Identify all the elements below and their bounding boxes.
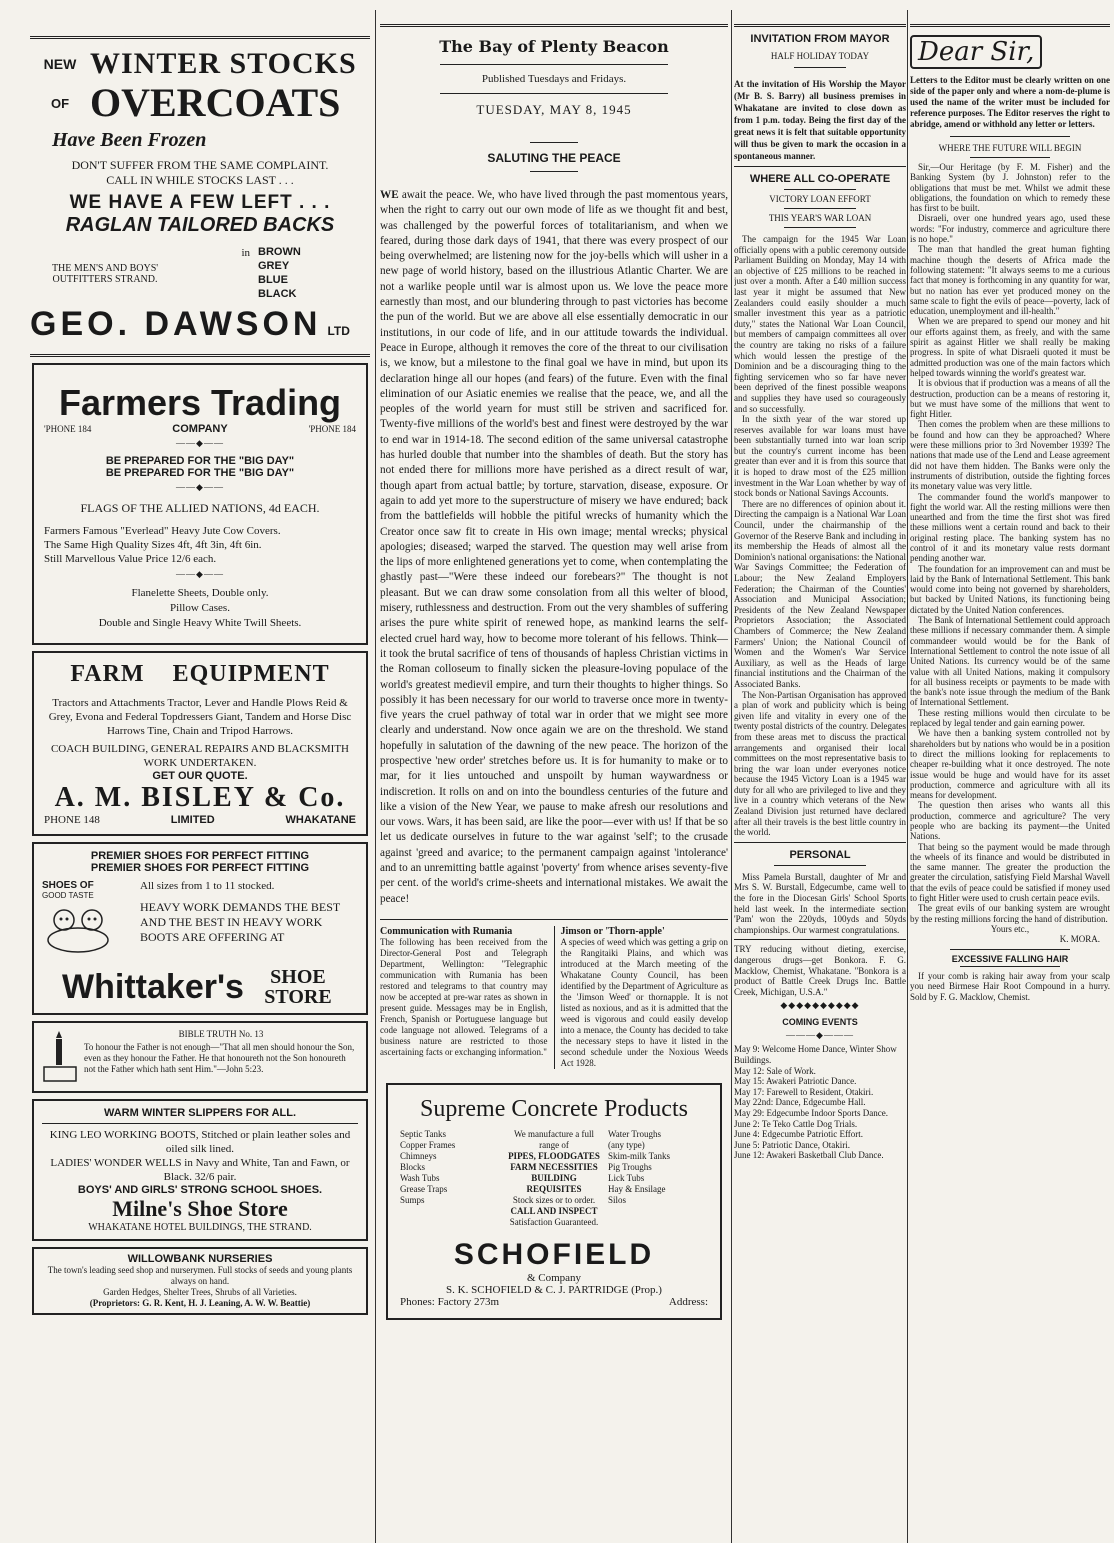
- farmers-sheets: Pillow Cases.: [170, 602, 230, 614]
- bisley-coach: COACH BUILDING, GENERAL REPAIRS AND BLACKSMITH WORK UNDERTAKEN.: [50, 743, 350, 769]
- concrete-item: Septic Tanks: [400, 1128, 446, 1139]
- farmers-sheets: Double and Single Heavy White Twill Sheets.: [98, 617, 302, 629]
- concrete-item: Sumps: [400, 1194, 425, 1205]
- event-item: May 12: Sale of Work.: [734, 1065, 816, 1076]
- dawson-in: in: [241, 247, 250, 259]
- farmers-sheets: Flanelette Sheets, Double only.: [131, 587, 269, 599]
- events-head: COMING EVENTS: [782, 1017, 858, 1028]
- schofield-company: & Company: [526, 1271, 582, 1284]
- column-news: [734, 10, 906, 1543]
- bisley-quote: GET OUR QUOTE.: [152, 770, 248, 782]
- column-rule: [907, 10, 908, 1543]
- rumania-body: The following has been received from the Director-General Post and Telegraph Department, Wellington: "Telegraphic communication with Rumania has been restored and telegrams to that country may now be accepted at pre-war rates as shown in present guide. Messages may be in English, French, Spanish or Portuguese language but code language not allowed. Telegrams of a business nature are restricted to those ascertaining facts or exchanging information.": [380, 936, 548, 1057]
- hair-head: EXCESSIVE FALLING HAIR: [951, 953, 1069, 964]
- concrete-item: Copper Frames: [400, 1139, 456, 1150]
- loan-head: WHERE ALL CO-OPERATE: [749, 173, 891, 185]
- whittaker-heavy: HEAVY WORK DEMANDS THE BEST AND THE BEST IN HEAVY WORK BOOTS ARE OFFERING AT: [140, 900, 341, 944]
- good-taste: GOOD TASTE: [42, 891, 94, 900]
- dawson-line5: CALL IN WHILE STOCKS LAST . . .: [106, 173, 294, 187]
- ornament: ——◆——: [176, 438, 224, 448]
- dawson-name: GEO. DAWSON: [30, 305, 322, 343]
- milne-line: LADIES' WONDER WELLS in Navy and White, Tan and Fawn, or Black. 32/6 pair.: [50, 1157, 350, 1183]
- ornament: ◆◆◆◆◆◆◆◆◆◆: [780, 1000, 860, 1011]
- milne-address: WHAKATANE HOTEL BUILDINGS, THE STRAND.: [88, 1222, 312, 1233]
- letter-paragraph: The man that handled the great human fighting machine though the deserts of Africa made the following statement: "It always seems to me a curious fact that money is forthcoming in any quantity for war, but no nation has ever yet produced money on the same scale to fight the evils of peace—poverty, lack of education, unemployment and ill-health.": [910, 244, 1110, 317]
- whittaker-name: Whittaker's: [62, 967, 244, 1006]
- event-item: May 15: Awakeri Patriotic Dance.: [734, 1076, 857, 1087]
- farmers-name: Farmers Trading: [58, 382, 342, 423]
- farmers-big-day: BE PREPARED FOR THE "BIG DAY": [105, 467, 295, 479]
- mayor-head: INVITATION FROM MAYOR: [750, 33, 890, 45]
- schofield-address: Address:: [668, 1295, 708, 1308]
- column-editorial: [380, 10, 728, 1543]
- letter-body: [910, 162, 1110, 945]
- ornament: ——◆——: [176, 482, 224, 492]
- whittaker-store: SHOE STORE: [264, 966, 332, 1008]
- milne-line: BOYS' AND GIRLS' STRONG SCHOOL SHOES.: [77, 1184, 323, 1196]
- schofield-phones: Phones: Factory 273m: [400, 1295, 499, 1308]
- ornament: ———◆———: [786, 1030, 854, 1041]
- editorial-body: [380, 188, 728, 907]
- concrete-item: Pig Troughs: [608, 1161, 652, 1172]
- editorial-heading: SALUTING THE PEACE: [487, 151, 621, 165]
- briefs-row: [380, 926, 728, 1069]
- concrete-ad: [386, 1083, 722, 1320]
- bisley-phone: PHONE 148: [44, 814, 100, 826]
- concrete-item: Wash Tubs: [400, 1172, 440, 1183]
- letter-paragraph: The Bank of International Settlement could approach these millions if necessary commander them. A simple commandeer would would be for the Bank of International Settlement to control the note issue of all United Nations. Its currency would be of the same value with all United Nations, making it compulsory for all business receipts or payments to be made with the bank's note issue through the medium of the Bank of International Settlement.: [910, 615, 1110, 708]
- bisley-name: A. M. BISLEY & Co.: [54, 782, 346, 813]
- loan-paragraph: In the sixth year of the war stored up reserves available for war loans must have been substantially turned into war loan scrip but the country's current income has been greater than ever and it is from this source that it is hoped to draw most of the £25 million investment in the War Loan whether by way of stock bonds or National Savings Accounts.: [734, 414, 906, 499]
- bisley-head: FARM EQUIPMENT: [70, 661, 330, 687]
- concrete-item: (any type): [608, 1139, 645, 1150]
- dawson-raglan: RAGLAN TAILORED BACKS: [65, 214, 335, 236]
- willowbank-ad: [32, 1247, 368, 1315]
- concrete-item: Silos: [608, 1194, 627, 1205]
- editorial-lead: WE: [380, 189, 399, 201]
- schofield-props: S. K. SCHOFIELD & C. J. PARTRIDGE (Prop.): [446, 1283, 662, 1296]
- dear-sir-logo: Dear Sir,: [910, 35, 1042, 69]
- personal-head: PERSONAL: [789, 848, 851, 861]
- concrete-item: Grease Traps: [400, 1183, 448, 1194]
- farmers-covers: The Same High Quality Sizes 4ft, 4ft 3in, 4ft 6in.: [44, 539, 262, 551]
- event-item: May 22nd: Dance, Edgecumbe Hall.: [734, 1097, 866, 1108]
- dawson-overcoats: OVERCOATS: [90, 80, 341, 125]
- events-list: [734, 1044, 906, 1161]
- willowbank-line: (Proprietors: G. R. Kent, H. J. Leaning, A. W. W. Beattie): [89, 1298, 311, 1308]
- concrete-title: Supreme Concrete Products: [420, 1095, 688, 1122]
- schofield-name: SCHOFIELD: [453, 1237, 655, 1271]
- concrete-item: Lick Tubs: [608, 1172, 645, 1183]
- concrete-item: We manufacture a full range of: [514, 1128, 594, 1150]
- event-item: May 9: Welcome Home Dance, Winter Show Buildings.: [734, 1044, 897, 1065]
- masthead-date: TUESDAY, MAY 8, 1945: [476, 102, 632, 117]
- concrete-item: Hay & Ensilage: [608, 1183, 666, 1194]
- loan-paragraph: The Non-Partisan Organisation has approved a plan of work and publicity which is being given life and vitality in every one of the twenty postal districts of the country. Delegates from these areas met to discuss the practical arrangements and organised their local committees on the most representative basis to bring the war loan under everyones notice because the 1945 Victory Loan is a 1945 war duty for all who are privileged to live and they live in a country which veterans of the New Zealand Division just returned have declared after all their travels is the best little country in the world.: [734, 689, 906, 838]
- concrete-item: Stock sizes or to order.: [512, 1194, 596, 1205]
- letter-paragraph: Disraeli, over one hundred years ago, used these words: "For industry, commerce and agriculture there is no hope.": [910, 213, 1110, 245]
- letter-signature: K. MORA.: [1059, 934, 1100, 945]
- shoe-cat-illustration: [42, 900, 122, 958]
- farmers-company: COMPANY: [172, 423, 228, 435]
- mayor-body: At the invitation of His Worship the Mayor (Mr B. S. Barry) all business premises in Whakatane are invited to close down as from 1 p.m. today. Being the first day of the great news it is felt that suitable opportunity will thus be given to mark the occasion in a spontaneous manner.: [734, 79, 906, 161]
- willowbank-head: WILLOWBANK NURSERIES: [127, 1253, 273, 1265]
- farmers-phone: 'PHONE 184: [44, 424, 92, 434]
- mayor-sub: HALF HOLIDAY TODAY: [770, 51, 870, 61]
- letter-paragraph: It is obvious that if production was a means of all the destruction, production can be a means of restoring it, but we must have some of the millions that went to fight Hitler.: [910, 378, 1110, 420]
- letter-paragraph: Then comes the problem when are these millions to be found and how can they be approached? Where were these millions prior to 3rd November 1939? The nations that made use of the Lend and Lease agreement did not have them hidden. The Banks were only the instruments of distribution, outside the fighting forces its monetary value was very little.: [910, 419, 1110, 492]
- willowbank-line: Garden Hedges, Shelter Trees, Shrubs of all Varieties.: [103, 1287, 297, 1297]
- concrete-item: Blocks: [400, 1161, 426, 1172]
- concrete-item: Satisfaction Guaranteed.: [509, 1216, 599, 1227]
- letter-paragraph: When we are prepared to spend our money and hit our efforts against them, as freely, and with the same spirit as against Hitler we shall really be making progress. In spite of what Disraeli quoted it must be admitted production was one of the main factors which helped towards winning the world's greatest war.: [910, 316, 1110, 378]
- letter-paragraph: The foundation for an improvement can and must be laid by the Bank of International Settlement. This bank would come into being not governed by shareholders, but backed by United Nations, its functioning being dictated by the United Nation conferences.: [910, 563, 1110, 615]
- bisley-ad: [32, 651, 368, 836]
- dawson-new: NEW: [43, 56, 77, 72]
- letter-paragraph: Sir,—Our Heritage (by F. M. Fisher) and the Banking System (by J. Johnston) refer to the obligations that must be met. Whilst we admit these obligations, the foundation on which to remedy these has first to be built.: [910, 162, 1110, 214]
- event-item: June 2: Te Teko Cattle Dog Trials.: [734, 1118, 858, 1129]
- masthead-title: The Bay of Plenty Beacon: [439, 37, 669, 56]
- event-item: June 5: Patriotic Dance, Otakiri.: [734, 1139, 850, 1150]
- column-rule: [731, 10, 732, 1543]
- loan-paragraph: There are no differences of opinion about it. Directing the campaign is a National War Loan Council, under the chairmanship of the Governor of the Reserve Bank and including in its membership the Heads of almost all the Dominion's national organisations: the National War Savings Committee; the Federation of Labour; the New Zealand Employers Federation; the Chairman of the Counties' Association and Municipal Association; Presidents of the New Zealand Newspaper Proprietors Association; the Associated Chambers of Commerce; the New Zealand Farmers' Union; the National Council of Women and the Women's War Service Auxiliary, as well as the Heads of large financial institutions and the Chairman of the Associated Banks.: [734, 498, 906, 689]
- bonkora-ad: TRY reducing without dieting, exercise, dangerous drugs—get Bonkora. F. G. Macklow, Chemist, Whakatane. "Bonkora is a product of Battle Creek Drugs Inc. Battle Creek, Michigan, U.S.A.": [734, 944, 906, 997]
- farmers-covers: Farmers Famous "Everlead" Heavy Jute Cow Covers.: [44, 525, 281, 537]
- loan-sub: THIS YEAR'S WAR LOAN: [768, 213, 872, 223]
- dawson-line6: WE HAVE A FEW LEFT . . .: [69, 192, 331, 213]
- color-item: BROWN: [258, 246, 301, 258]
- concrete-item: Chimneys: [400, 1150, 437, 1161]
- letter-paragraph: These resting millions would then circulate to be replaced by legal tender and gain earning power.: [910, 707, 1110, 729]
- event-item: June 4: Edgecumbe Patriotic Effort.: [734, 1129, 864, 1140]
- personal-body: Miss Pamela Burstall, daughter of Mr and Mrs S. W. Burstall, Edgecumbe, came well to the fore in the Diocesan Girls' School Sports held last week. In the intermediate section 'Pam' won the 220yds, 100yds and 50yds championships. Our warmest congratulations.: [734, 871, 906, 935]
- editorial-text: await the peace. We, who have lived through the past momentous years, when the right to carry out our own mode of life as we thought fit and best, was challenged by the powerful forces of totalitarianism, and when we feared, during those dark days of 1941, that there was every prospect of our being overwhelmed; are listening now for the joy-bells which will usher in a new page of world history, based on the illustrious Atlantic Charter. We are not a warlike people until war is almost upon us. We love the peace more earnestly than most, and our blundering through to past victories has become the pun of the world. But we are above all else essentially democratic in our institutions, in our code of life, and in our attitude towards the individual. Peace in Europe, although it removes the core of the threat to our civilisation is, we know, but a milestone to the final goal we have in mind, but upon its declaration hinge all our hopes (and fears) of the future. Even with the final elimination of our Asiatic enemies we realise that the peace, we, and all the peoples of the world yearn for must still be striven and sacrificed for. Twenty-five millions of the world's best and finest were destroyed by the war to end war in 1914-18. The second edition of the same universal catastrophe has hurled double that number into the shambles of death. But the story has not ended there for millions more have perished as a direct result of war, though apart from actual battle; by torture, starvation, disease, exposure. Or again to add yet more to the superstructure of misery we have endured; back from the battlefields will hobble the pitiful wrecks of humanity which the Creator once saw fit to create in His own image; mental wrecks; physical apologies; diseased; warped the starved. The question may well arise from the lips of more enlightened generations yet to come, when contemplating the ghastly past—"Were these indeed our forebears?" The thought is not pleasant. But we can draw some consolation from all this welter of blood, misery, ruthlessness and destruction. From out the very shambles of suffering arises the pure white spirit of renewed hope, as mankind learns the self-elected cruel hard way, how to become more tolerant of his fellows. Think—it took the brutal sacrifice of tens of thousands of hapless Christian victims in the Roman colloseum to finally sicken the pleasure-loving populace of the world's greatest medievil empire, and turn their thoughts to higher things. So possibly it has been necessary for our world to traverse once more in twenty-five years the cruel pathway of total war in order that we might see more clearly and understand. Now once again we are on the threshold. We stand hopefully in salutation of the dawning of the new peace. The horizon of the prospective 'new order' stretches before us. It is for humanity to make or to mar, for it lies untouched and unspoilt by human waywardness or indiscretion. It rolls on and on into the boundless centuries of the future and like a vision of the New Year, we pause to make afresh our resolutions and our vows. Wars, it has been said, are like the poor—ever with us! If that be so let us dedicate ourselves in future to the war against 'self'; to the crusade against 'greed and avarice; to the permanent campaign against 'intolerance' and to an unremitting battle against 'poverty' from whence arises seventy-five per cent. of the world's crime-sheets and international mistakes. We await the peace!: [380, 189, 728, 905]
- milne-head: WARM WINTER SLIPPERS FOR ALL.: [103, 1107, 297, 1119]
- letters-notice: Letters to the Editor must be clearly written on one side of the paper only and where a nom-de-plume is used the name of the writer must be included for reference purposes. The Editor reserves the right to abridge, amend or withhold any letter or letters.: [910, 75, 1110, 129]
- milne-ad: [32, 1099, 368, 1241]
- dawson-headline: WINTER STOCKS: [90, 47, 357, 80]
- bible-text: To honour the Father is not enough—"That all men should honour the Son, even as they honour the Father. He that honoureth not the Son honoureth not the Father which hath sent Him."—John 5:23.: [84, 1042, 355, 1074]
- loan-paragraph: The campaign for the 1945 War Loan officially opens with a public ceremony outside Parliament Building on Monday, May 14 with an objective of £25 millions to be reached in just over a month. After a £40 million success last year it might be assumed that New Zealanders could easily shoulder a much smaller investment this year as a patriotic duty," states the National War Loan Council, but members of campaign committees all over the country are taking no risks of a failure which would lessen the prestige of the Dominion and be a discouraging thing to the fighting servicemen who so far have never been deprived of the finest possible weapons and supplies they have used so courageously and so successfully.: [734, 234, 906, 414]
- bible-truth: [32, 1021, 368, 1093]
- bisley-limited: LIMITED: [170, 814, 215, 826]
- jimson-head: Jimson or 'Thorn-apple': [560, 925, 665, 937]
- letter-closing: Yours etc.,: [990, 923, 1030, 934]
- whittaker-sizes: All sizes from 1 to 11 stocked.: [140, 880, 275, 892]
- milne-name: Milne's Shoe Store: [112, 1196, 288, 1221]
- rumania-head: Communication with Rumania: [380, 925, 513, 937]
- color-item: BLACK: [258, 288, 297, 300]
- milne-line: KING LEO WORKING BOOTS, Stitched or plain leather soles and oiled silk lined.: [49, 1129, 351, 1155]
- letter-paragraph: The question then arises who wants all this production, commerce and agriculture? The very people who are backing its payment—the United Nations.: [910, 800, 1110, 842]
- masthead-published: Published Tuesdays and Fridays.: [481, 73, 627, 85]
- dawson-frozen: Have Been Frozen: [52, 129, 207, 151]
- concrete-item: FARM NECESSITIES: [510, 1161, 598, 1172]
- dawson-of: OF: [50, 95, 70, 111]
- farmers-flags: FLAGS OF THE ALLIED NATIONS, 4d EACH.: [80, 501, 320, 515]
- candle-bible-icon: [42, 1029, 78, 1085]
- whittaker-heading: PREMIER SHOES FOR PERFECT FITTING: [90, 862, 310, 874]
- letter-paragraph: That being so the payment would be made through the wheels of its finance and would be distributed in the same manner. The greater the production the greater the circulation, satisfying Field Marshal Wavell that the evils of peace could be satisfied if money used to fight Hitler were used to crush certain peace evils.: [910, 841, 1110, 904]
- event-item: May 29: Edgecumbe Indoor Sports Dance.: [734, 1107, 888, 1118]
- farmers-covers: Still Marvellous Value Price 12/6 each.: [44, 553, 217, 565]
- column-ads-left: [30, 10, 370, 1543]
- rumania-brief: [380, 926, 548, 1069]
- hair-body: If your comb is raking hair away from your scalp you need Birmese Hair Root Compound in a hurry. Sold by F. G. Macklow, Chemist.: [910, 970, 1110, 1002]
- jimson-body: A species of weed which was getting a grip on the Rangitaiki Plains, and which was introduced at the March meeting of the Whakatane County Council, has been identified by the Department of Agriculture as the 'Jimson Weed' or thornapple. It is not listed as noxious, and as it is admitted that the weed is vigorous and could easily develop into a menace, the County has decided to take the necessary steps to have it listed in the second schedule under the Noxious Weeds Act 1928.: [560, 936, 728, 1068]
- willowbank-line: The town's leading seed shop and nurserymen. Full stocks of seeds and young plants always on hand.: [47, 1265, 353, 1286]
- shoes-of: SHOES OF: [42, 880, 94, 891]
- concrete-item: Skim-milk Tanks: [608, 1150, 670, 1161]
- farmers-ad: [32, 363, 368, 645]
- bisley-body: Tractors and Attachments Tractor, Lever and Handle Plows Reid & Grey, Evona and Federal Topdressers Giant, Tandem and Horse Disc Harrows Tine, Chain and Tripod Harrows.: [48, 697, 352, 737]
- concrete-item: BUILDING REQUISITES: [526, 1172, 582, 1194]
- concrete-item: PIPES, FLOODGATES: [508, 1150, 600, 1161]
- event-item: May 17: Farewell to Resident, Otakiri.: [734, 1086, 874, 1097]
- jimson-brief: [554, 926, 729, 1069]
- column-letters: [910, 10, 1110, 1543]
- column-rule: [375, 10, 376, 1543]
- bible-title: BIBLE TRUTH No. 13: [178, 1029, 264, 1039]
- dawson-ltd: LTD: [327, 324, 350, 338]
- event-item: June 12: Awakeri Basketball Club Dance.: [734, 1150, 884, 1161]
- color-item: BLUE: [258, 274, 288, 286]
- loan-sub: VICTORY LOAN EFFORT: [769, 194, 871, 204]
- letter-paragraph: We have then a banking system controlled not by shareholders but by nations who would be in a position to direct the millions looking for replacements to cheaper re-building what it once destroyed. The note issue would be huge and would have for its asset production, commerce and agriculture with all its means for development.: [910, 728, 1110, 801]
- concrete-item: Water Troughs: [608, 1128, 662, 1139]
- letter-paragraph: The commander found the world's manpower to fight the world war. All the resting millions were then unearthed and from the time the first shot was fired these millions went a certain round and back to their original resting place. The banking system has no control of it and its monetary value rests dormant pending another war.: [910, 491, 1110, 564]
- dawson-ad: [30, 43, 370, 350]
- ornament: ——◆——: [176, 569, 224, 579]
- dawson-outfitters: THE MEN'S AND BOYS' OUTFITTERS STRAND.: [51, 263, 159, 285]
- letter-paragraph: The great evils of our banking system are wrought by the resting millions forcing the hand of distribution.: [910, 903, 1110, 924]
- farmers-phone: 'PHONE 184: [308, 424, 356, 434]
- whittaker-ad: [32, 842, 368, 1015]
- whittaker-heading: PREMIER SHOES FOR PERFECT FITTING: [90, 850, 310, 862]
- bisley-town: WHAKATANE: [285, 814, 356, 826]
- letters-head: WHERE THE FUTURE WILL BEGIN: [938, 143, 1082, 153]
- dawson-line4: DON'T SUFFER FROM THE SAME COMPLAINT.: [71, 158, 329, 172]
- concrete-item: CALL AND INSPECT: [510, 1205, 598, 1216]
- color-item: GREY: [258, 260, 290, 272]
- farmers-big-day: BE PREPARED FOR THE "BIG DAY": [105, 455, 295, 467]
